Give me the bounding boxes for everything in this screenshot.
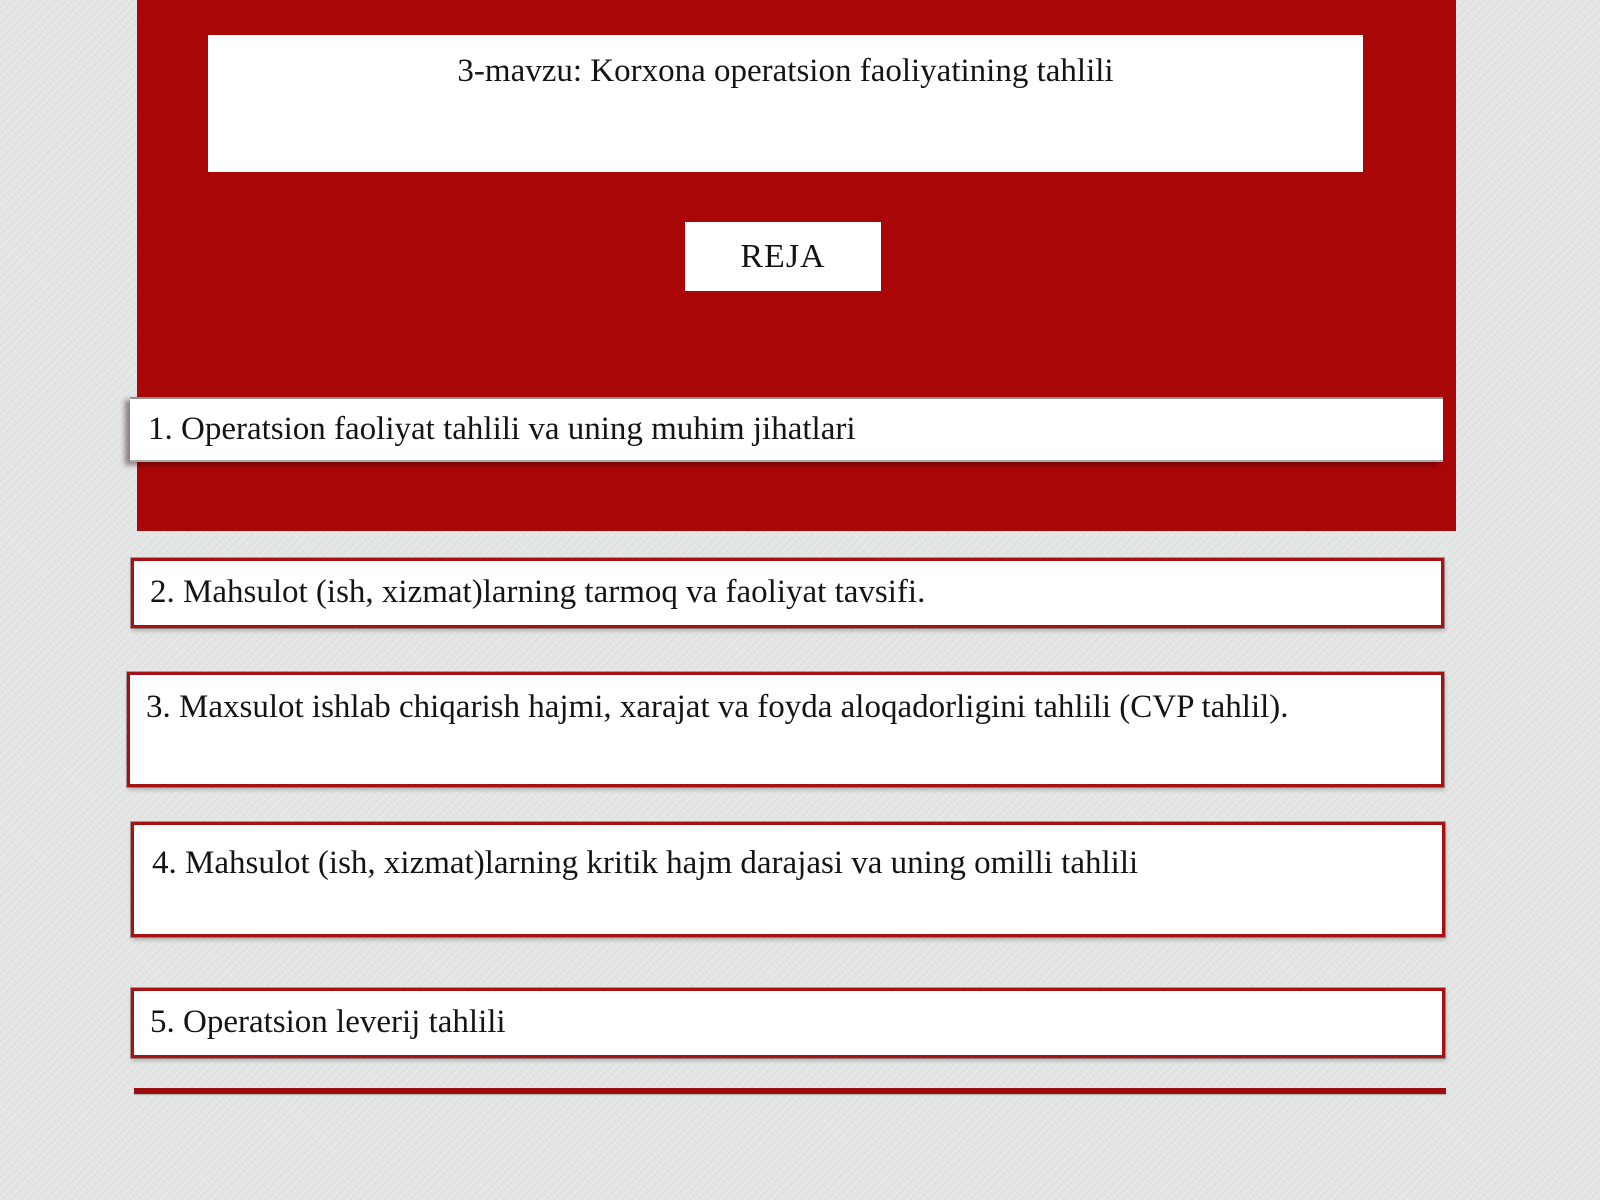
bottom-rule-divider [134, 1088, 1446, 1094]
plan-item-1-text: 1. Operatsion faoliyat tahlili va uning muhim jihatlari [148, 410, 856, 447]
plan-item-2 [131, 558, 1444, 628]
title-box [208, 35, 1363, 172]
plan-item-3-text: 3. Maxsulot ishlab chiqarish hajmi, xarajat va foyda aloqadorligini tahlili (CVP tahlil). [146, 689, 1289, 725]
slide-title: 3-mavzu: Korxona operatsion faoliyatining tahlili [457, 53, 1114, 89]
plan-heading-box [685, 222, 881, 291]
plan-item-5-text: 5. Operatsion leverij tahlili [150, 1004, 506, 1041]
plan-item-4 [131, 822, 1445, 937]
plan-item-1 [130, 397, 1443, 462]
plan-item-5 [131, 988, 1445, 1058]
plan-item-2-text: 2. Mahsulot (ish, xizmat)larning tarmoq va faoliyat tavsifi. [150, 574, 926, 611]
plan-item-3 [127, 672, 1444, 787]
plan-heading-label: REJA [740, 237, 826, 275]
plan-item-4-text: 4. Mahsulot (ish, xizmat)larning kritik hajm darajasi va uning omilli tahlili [152, 845, 1139, 881]
